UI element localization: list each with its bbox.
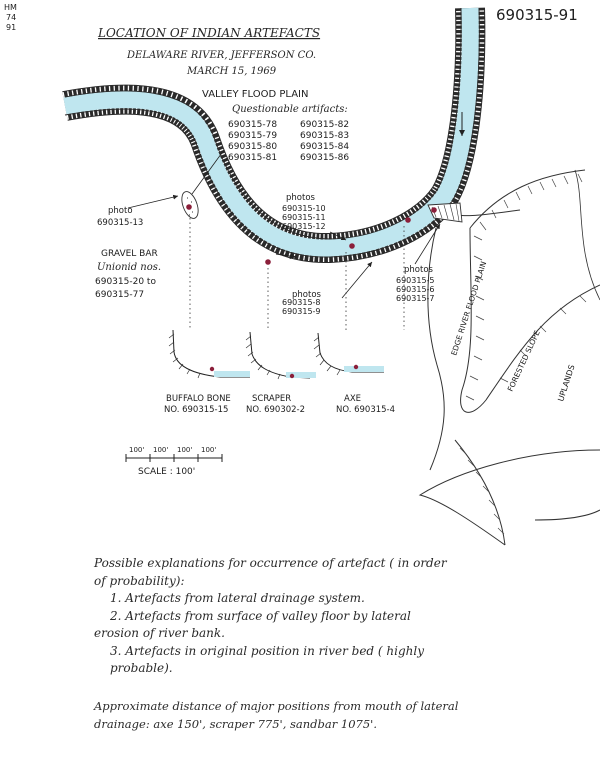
- scale-tick-2: 100': [153, 446, 169, 454]
- section-axe-name: AXE: [344, 394, 362, 404]
- edge-flood-plain-label: EDGE RIVER FLOOD PLAIN: [449, 260, 489, 357]
- map-title: LOCATION OF INDIAN ARTEFACTS: [98, 26, 321, 40]
- photo-arrow-left: [128, 196, 178, 208]
- artifact-marker-gravel-bar: [186, 204, 192, 210]
- map-river-subtitle: DELAWARE RIVER, JEFFERSON CO.: [127, 50, 317, 61]
- questionable-left-4: 690315-81: [228, 153, 278, 163]
- notes-line-6: 3. Artefacts in original position in river bed ( highly: [110, 644, 425, 658]
- notes-line-4: 2. Artefacts from surface of valley floor by lateral: [110, 609, 411, 623]
- notes-line-5: erosion of river bank.: [94, 626, 225, 640]
- questionable-right-3: 690315-84: [300, 142, 350, 152]
- questionable-left-3: 690315-80: [228, 142, 278, 152]
- artifact-marker-axe: [405, 217, 411, 223]
- questionable-artifacts-list: [228, 120, 349, 163]
- section-scraper-name: SCRAPER: [252, 394, 292, 404]
- photo-arrow-lower: [342, 262, 372, 298]
- section-buffalo-bone-number: NO. 690315-15: [164, 405, 229, 415]
- uplands-hatching: [460, 448, 504, 534]
- forested-slope-label: FORESTED SLOPE: [505, 328, 542, 393]
- page-id: 690315-91: [496, 6, 578, 24]
- notes-line-7: probable).: [110, 661, 173, 675]
- explanation-notes: [93, 556, 459, 731]
- cross-section-scraper: [246, 332, 316, 379]
- margin-mark-2: 74: [6, 13, 17, 22]
- photos-right-label: photos: [404, 265, 433, 275]
- photo-left-label: photo: [108, 206, 133, 216]
- photos-right-2: 690315-6: [396, 285, 435, 294]
- notes-line-1: Possible explanations for occurrence of artefact ( in order: [94, 556, 447, 570]
- photos-mid-3: 690315-12: [282, 222, 326, 231]
- photos-mid-1: 690315-10: [282, 204, 326, 213]
- map-date: MARCH 15, 1969: [187, 66, 277, 77]
- photos-mid-label: photos: [286, 193, 315, 203]
- forested-slope-outline: [461, 170, 600, 412]
- notes-line-9: drainage: axe 150', scraper 775', sandbar 1075'.: [94, 717, 377, 731]
- margin-mark-1: HM: [4, 3, 17, 12]
- gravel-bar-range-end: 690315-77: [95, 290, 145, 300]
- notes-line-2: of probability):: [94, 574, 185, 588]
- photos-lower-label: photos: [292, 290, 321, 300]
- gravel-bar-range-start: 690315-20 to: [95, 277, 156, 287]
- artifact-marker-scraper: [349, 243, 355, 249]
- questionable-left-1: 690315-78: [228, 120, 278, 130]
- section-axe-number: NO. 690315-4: [336, 405, 396, 415]
- photos-right-3: 690315-7: [396, 294, 435, 303]
- unionid-label: Unionid nos.: [97, 262, 162, 273]
- questionable-right-4: 690315-86: [300, 153, 350, 163]
- ridge-line: [575, 170, 600, 300]
- cross-section-buffalo-bone: [169, 330, 250, 378]
- scale-label: SCALE : 100': [138, 467, 196, 477]
- questionable-right-2: 690315-83: [300, 131, 350, 141]
- photos-lower-1: 690315-8: [282, 298, 321, 307]
- gravel-bar-label: GRAVEL BAR: [101, 249, 158, 259]
- scale-tick-4: 100': [201, 446, 217, 454]
- artifact-marker-buffalo-bone: [265, 259, 271, 265]
- section-scraper-number: NO. 690302-2: [246, 405, 306, 415]
- margin-mark-3: 91: [6, 23, 17, 32]
- questionable-left-2: 690315-79: [228, 131, 278, 141]
- cross-section-axe: [314, 333, 384, 375]
- notes-line-3: 1. Artefacts from lateral drainage system.: [110, 591, 365, 605]
- uplands-label: UPLANDS: [556, 363, 577, 403]
- scale-bar: [126, 446, 222, 477]
- notes-line-8: Approximate distance of major positions from mouth of lateral: [94, 699, 459, 713]
- uplands-outline: [420, 440, 600, 545]
- questionable-right-1: 690315-82: [300, 120, 350, 130]
- photos-right-1: 690315-5: [396, 276, 435, 285]
- scale-tick-1: 100': [129, 446, 145, 454]
- photos-mid-2: 690315-11: [282, 213, 326, 222]
- photos-lower-2: 690315-9: [282, 307, 321, 316]
- questionable-artifacts-heading: Questionable artifacts:: [232, 104, 348, 115]
- section-buffalo-bone-name: BUFFALO BONE: [166, 394, 231, 404]
- valley-flood-plain-label: VALLEY FLOOD PLAIN: [202, 89, 309, 100]
- artifact-marker-mouth: [431, 207, 437, 213]
- photo-left-number: 690315-13: [97, 218, 144, 228]
- scale-tick-3: 100': [177, 446, 193, 454]
